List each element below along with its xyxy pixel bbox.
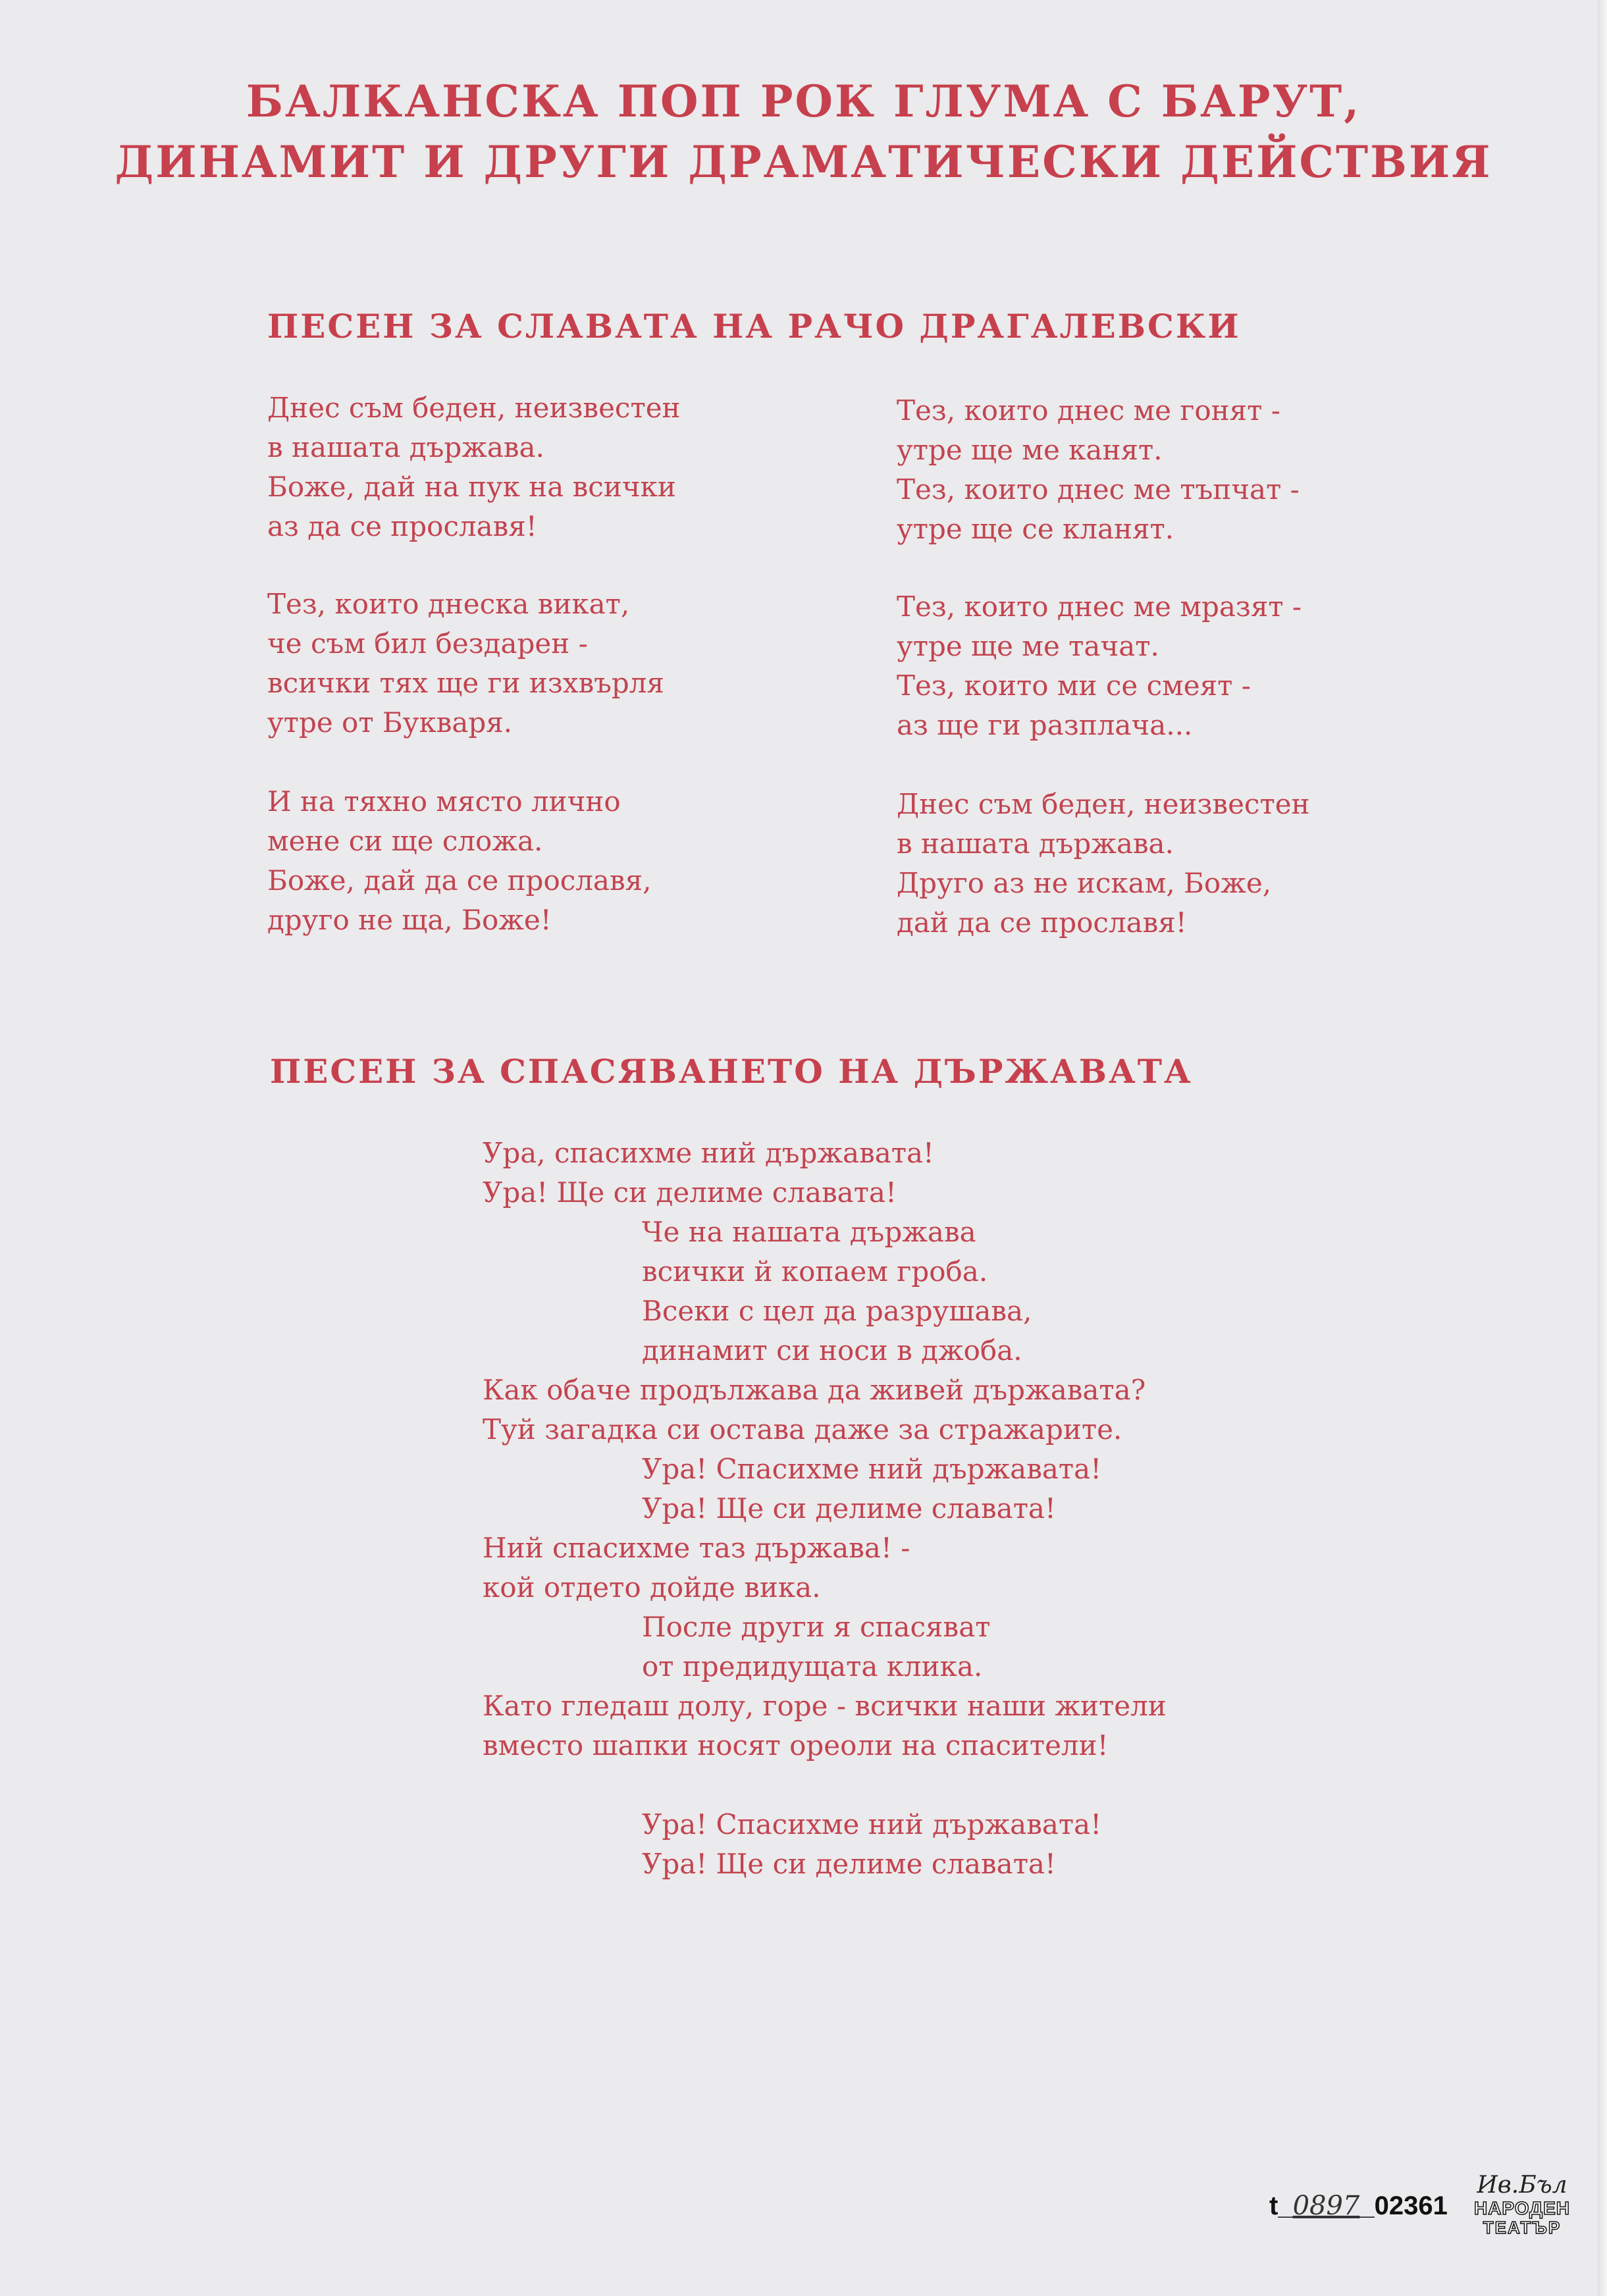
verse-line: Друго аз не искам, Боже, (897, 867, 1272, 899)
verse-line: всички й копаем гроба. (642, 1255, 988, 1288)
title-line-1: БАЛКАНСКА ПОП РОК ГЛУМА С БАРУТ, (246, 76, 1361, 127)
verse-line: Как обаче продължава да живей държавата? (483, 1374, 1146, 1406)
page-title (0, 71, 1607, 192)
song1-left-stanza-2 (267, 585, 664, 743)
archive-suffix: _02361 (1359, 2191, 1448, 2220)
archive-handwritten-number: 0897 (1292, 2191, 1360, 2221)
verse-line: Ура! Ще си делиме славата! (483, 1176, 897, 1209)
song1-left-stanza-1 (267, 388, 681, 546)
song1-right-stanza-1 (897, 391, 1300, 549)
verse-line: вместо шапки носят ореоли на спасители! (483, 1729, 1109, 1761)
verse-line: И на тяхно място лично (267, 785, 621, 818)
verse-line: Днес съм беден, неизвестен (897, 788, 1310, 820)
verse-line: друго не ща, Боже! (267, 904, 552, 936)
verse-line: Ура! Спасихме ний държавата! (642, 1808, 1102, 1840)
verse-line: Ура! Ще си делиме славата! (642, 1848, 1056, 1880)
verse-line: утре ще ме тачат. (897, 630, 1159, 662)
theatre-stamp (1463, 2172, 1581, 2257)
verse-line: в нашата държава. (267, 431, 544, 463)
verse-line: кой отдето дойде вика. (483, 1571, 821, 1604)
verse-line: утре ще ме канят. (897, 434, 1163, 466)
verse-line: аз да се прославя! (267, 510, 537, 542)
verse-line: аз ще ги разплача... (897, 709, 1193, 741)
verse-line: от предидущата клика. (642, 1650, 983, 1683)
song1-left-stanza-3 (267, 782, 651, 940)
paper-edge (1598, 0, 1607, 2296)
verse-line: утре от Букваря. (267, 706, 513, 739)
archive-prefix: t_ (1269, 2191, 1293, 2220)
verse-line: Ура, спасихме ний държавата! (483, 1137, 934, 1169)
title-line-2: ДИНАМИТ И ДРУГИ ДРАМАТИЧЕСКИ ДЕЙСТВИЯ (115, 136, 1492, 188)
verse-line: Тез, които днеска викат, (267, 588, 630, 620)
verse-line: Днес съм беден, неизвестен (267, 392, 681, 424)
song2-lyrics (483, 1134, 1167, 1884)
verse-line: дай да се прославя! (897, 906, 1187, 939)
song1-title: ПЕСЕН ЗА СЛАВАТА НА РАЧО ДРАГАЛЕВСКИ (267, 307, 1241, 346)
archive-number (1269, 2191, 1448, 2221)
song2-title: ПЕСЕН ЗА СПАСЯВАНЕТО НА ДЪРЖАВАТА (270, 1052, 1193, 1091)
verse-line: Боже, дай на пук на всички (267, 471, 676, 503)
song1-right-stanza-2 (897, 587, 1302, 745)
verse-line: в нашата държава. (897, 827, 1174, 860)
verse-line: всички тях ще ги изхвърля (267, 667, 664, 699)
verse-line: Всеки с цел да разрушава, (642, 1295, 1032, 1327)
verse-line: Туй загадка си остава даже за стражарите. (483, 1413, 1122, 1446)
verse-line: Ний спасихме таз държава! - (483, 1532, 910, 1564)
stamp-line-2: ТЕАТЪР (1483, 2218, 1562, 2237)
verse-line: Ура! Спасихме ний държавата! (642, 1453, 1102, 1485)
stamp-signature: Ив.Бъл (1477, 2172, 1567, 2199)
song1-right-stanza-3 (897, 785, 1310, 943)
verse-line: После други я спасяват (642, 1611, 991, 1643)
verse-line: Ура! Ще си делиме славата! (642, 1492, 1056, 1525)
stamp-line-1: НАРОДЕН (1473, 2198, 1570, 2218)
verse-line: Тез, които днес ме мразят - (897, 590, 1302, 623)
verse-line: утре ще се кланят. (897, 513, 1174, 545)
verse-line: динамит си носи в джоба. (642, 1334, 1022, 1367)
verse-line: Че на нашата държава (642, 1216, 976, 1248)
verse-line: Тез, които днес ме гонят - (897, 394, 1280, 427)
verse-line: Тез, които днес ме тъпчат - (897, 473, 1300, 506)
verse-line: че съм бил бездарен - (267, 627, 588, 660)
verse-line: Боже, дай да се прославя, (267, 864, 652, 897)
verse-line: Като гледаш долу, горе - всички наши жители (483, 1690, 1167, 1722)
verse-line: Тез, които ми се смеят - (897, 669, 1251, 702)
verse-line: мене си ще сложа. (267, 825, 543, 857)
